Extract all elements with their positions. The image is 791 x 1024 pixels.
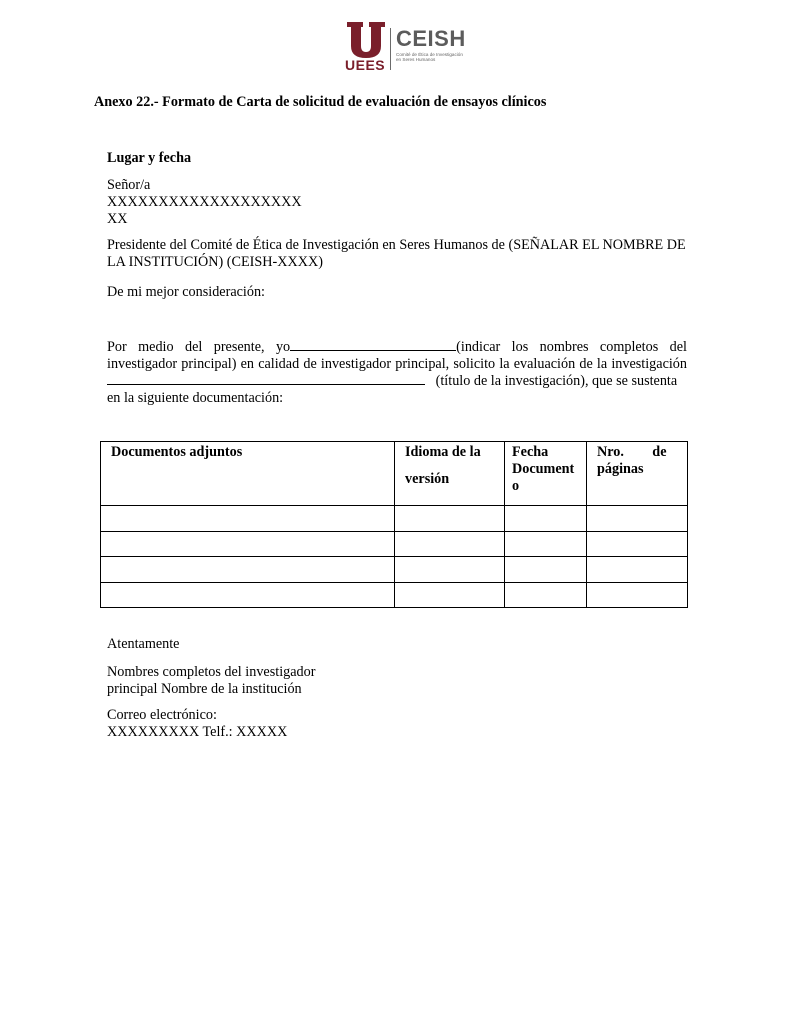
table-row	[101, 557, 688, 582]
table-row	[101, 582, 688, 607]
body-line1: Por medio del presente, yo (indicar los nombres completos del investigador principal) en calidad de investigador principal, solicito la evaluación de la investigación	[107, 339, 687, 372]
investigator-name-blank	[290, 338, 456, 351]
attached-documents-table	[100, 441, 687, 608]
header-date: Fecha Document o	[505, 442, 587, 506]
signature-line1: Nombres completos del investigador	[107, 664, 316, 680]
uees-wordmark: UEES	[345, 57, 386, 73]
table-row	[101, 531, 688, 556]
recipient-title-line2: LA INSTITUCIÓN) (CEISH-XXXX)	[107, 254, 323, 270]
header-pages: Nro. de páginas	[587, 442, 688, 506]
logo-divider	[390, 28, 391, 70]
header-documents: Documentos adjuntos	[101, 442, 395, 506]
recipient-salutation: Señor/a	[107, 177, 151, 193]
body-part2: (indicar los nombres completos del investigador principal) en calidad de investigador principal, solicito la evaluación de la investigación	[107, 339, 687, 372]
email-label: Correo electrónico:	[107, 707, 217, 723]
research-title-blank	[107, 372, 425, 385]
greeting: De mi mejor consideración:	[107, 284, 265, 300]
table-row	[101, 506, 688, 531]
signature-line2: principal Nombre de la institución	[107, 681, 302, 697]
recipient-name: XXXXXXXXXXXXXXXXXXX	[107, 194, 302, 210]
institution-logo	[345, 22, 470, 74]
document-heading: Anexo 22.- Formato de Carta de solicitud de evaluación de ensayos clínicos	[94, 94, 547, 110]
ceish-wordmark: CEISH	[396, 26, 466, 51]
recipient-title-line1: Presidente del Comité de Ética de Investigación en Seres Humanos de (SEÑALAR EL NOMBRE DE	[107, 237, 686, 253]
closing: Atentamente	[107, 636, 180, 652]
header-language: Idioma de la versión	[395, 442, 505, 506]
table-header-row	[101, 442, 688, 506]
recipient-line: XX	[107, 211, 128, 227]
place-date: Lugar y fecha	[107, 150, 192, 166]
body-line3: (título de la investigación), que se sustenta en la siguiente documentación:	[107, 373, 678, 406]
uees-u-logo-icon	[347, 22, 385, 58]
ceish-subtitle: Comité de Ética de Investigación en Seres Humanos	[396, 52, 463, 63]
phone-line: XXXXXXXXX Telf.: XXXXX	[107, 724, 288, 740]
